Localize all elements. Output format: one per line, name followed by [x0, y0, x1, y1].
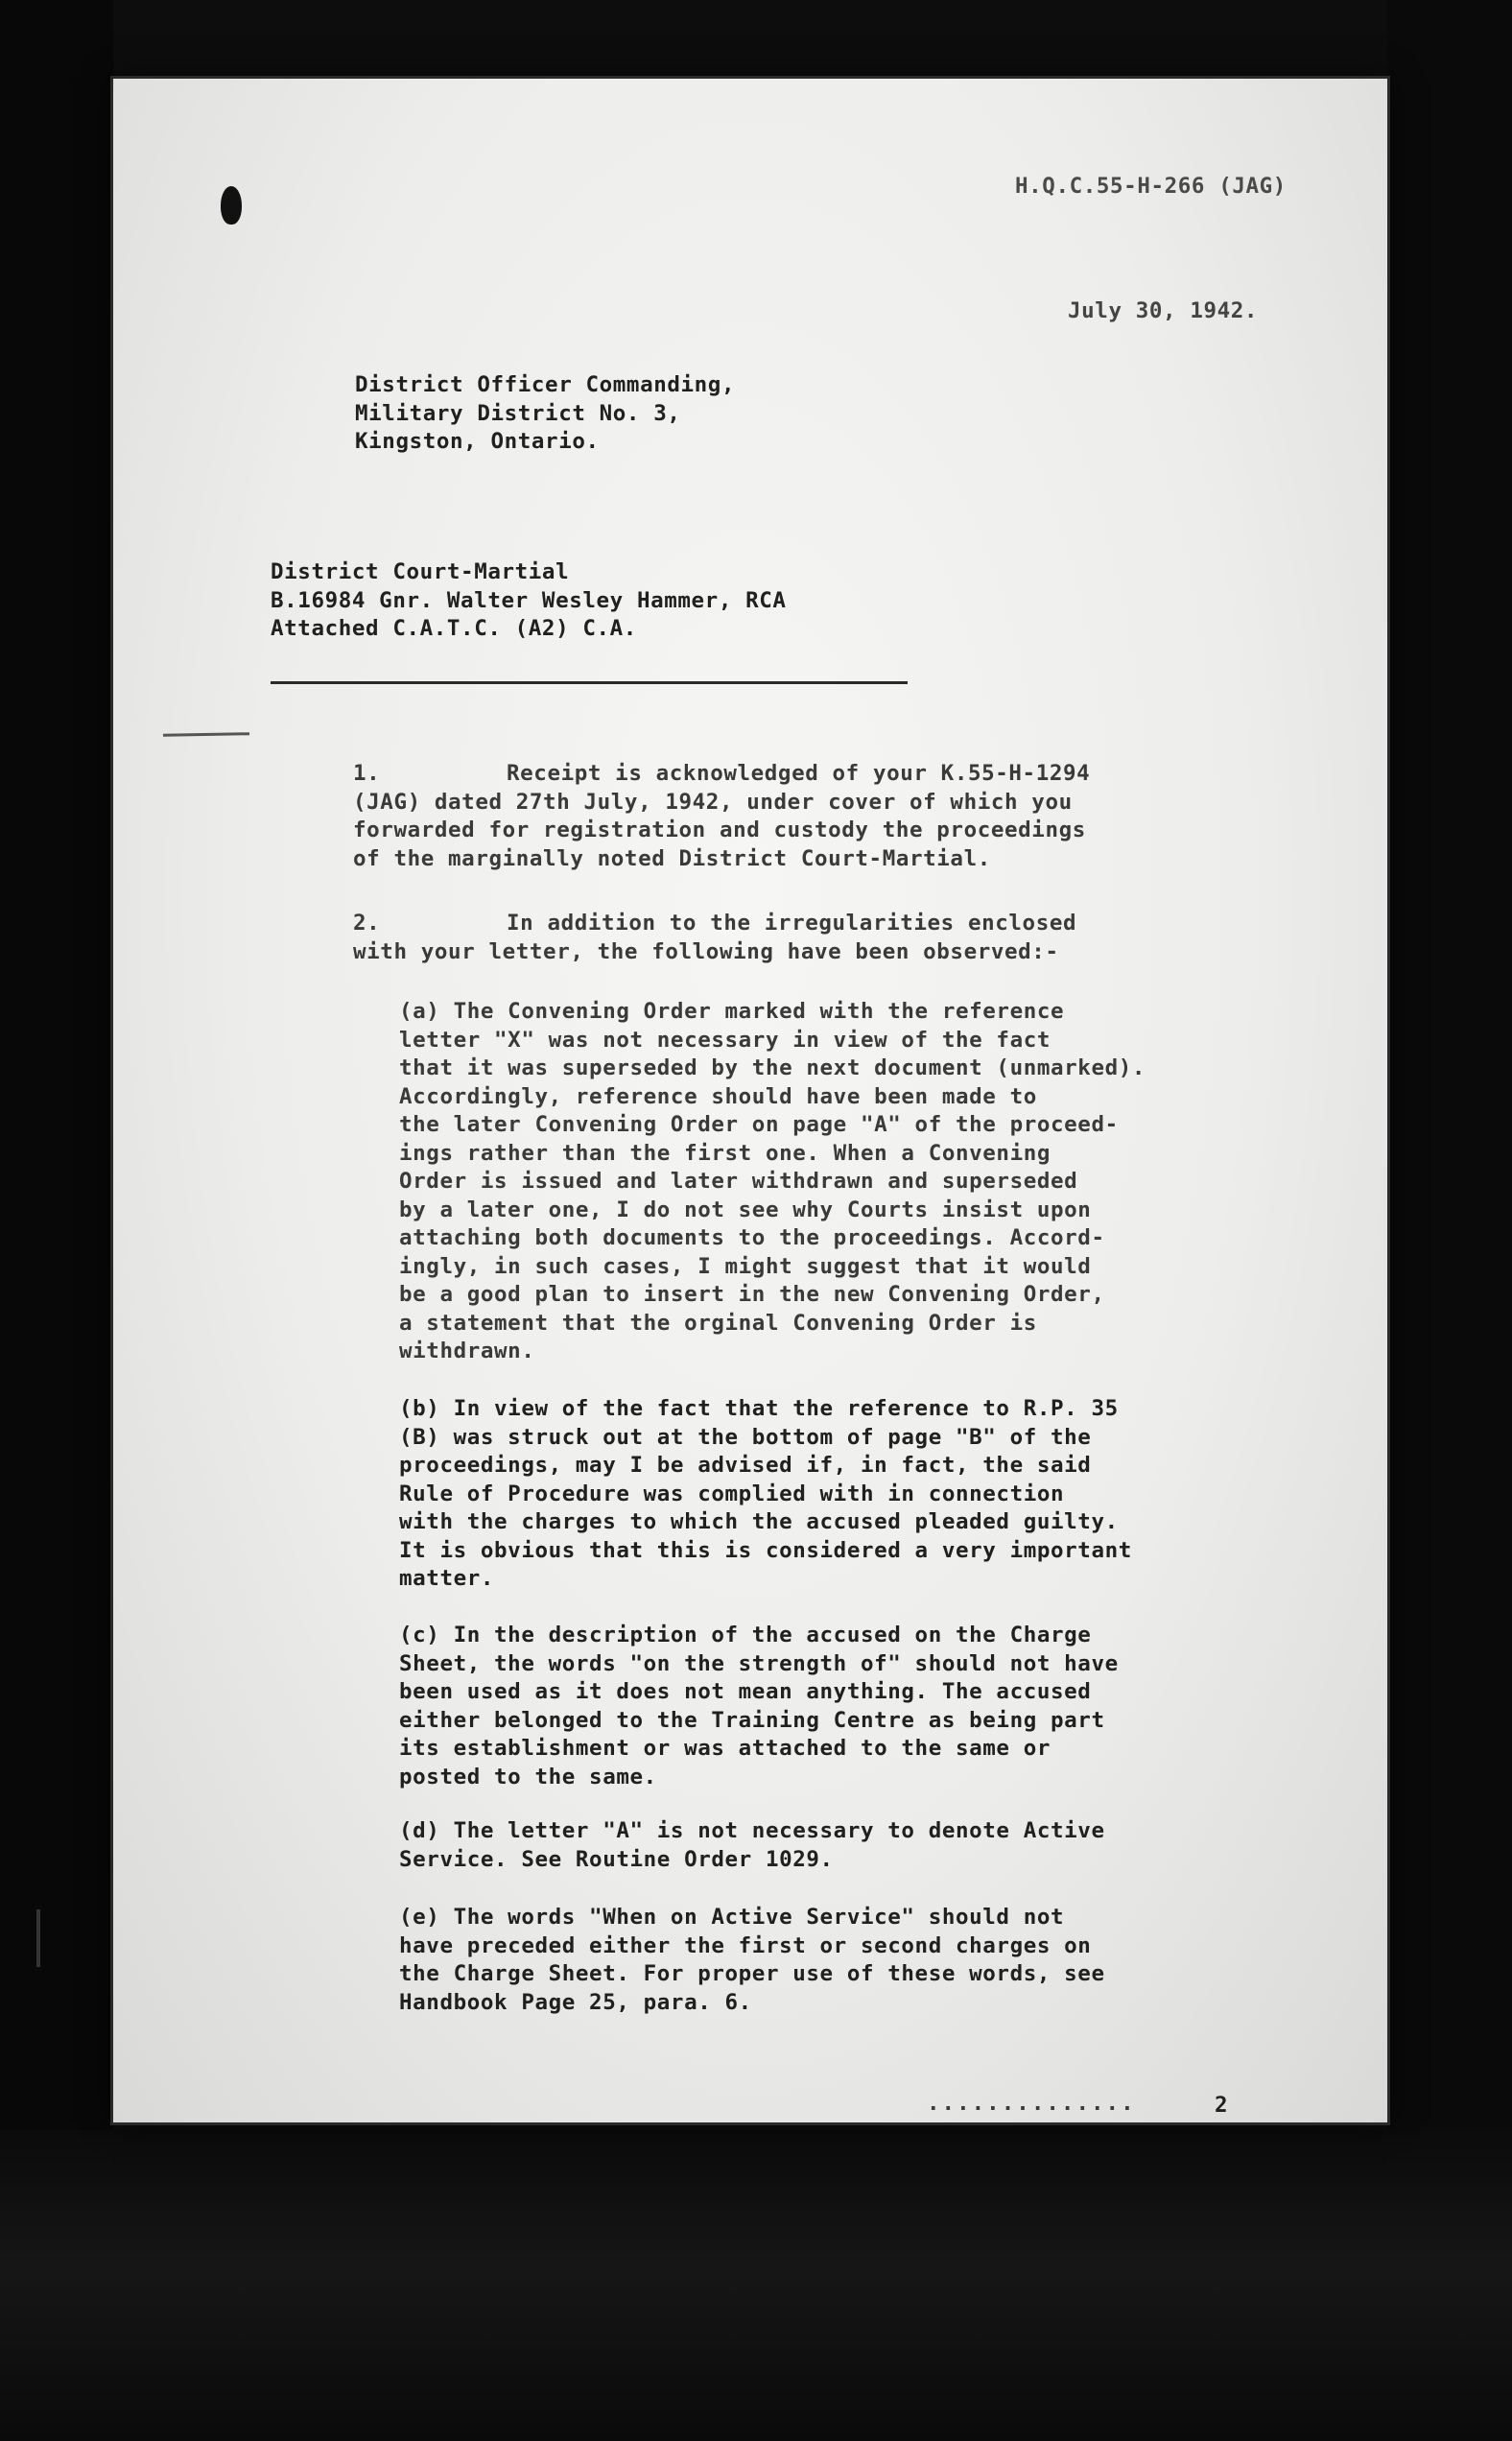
film-border-left — [0, 0, 113, 2441]
item-line: Rule of Procedure was complied with in connection — [399, 1481, 1065, 1506]
item-line: proceedings, may I be advised if, in fact, the said — [399, 1453, 1092, 1478]
paragraph-2 — [353, 910, 1076, 966]
punch-hole — [221, 186, 242, 225]
item-line: a statement that the orginal Convening Order is — [399, 1310, 1037, 1336]
film-border-bottom — [0, 2130, 1512, 2441]
paragraph-line: forwarded for registration and custody the proceedings — [353, 818, 1086, 842]
file-reference: H.Q.C.55-H-266 (JAG) — [1015, 174, 1287, 199]
item-line: matter. — [399, 1566, 495, 1591]
item-line: Accordingly, reference should have been made to — [399, 1083, 1037, 1109]
addressee-block — [355, 371, 735, 457]
item-line: (d) The letter "A" is not necessary to denote Active — [399, 1818, 1105, 1843]
addressee-line: Kingston, Ontario. — [355, 429, 600, 454]
item-line: It is obvious that this is considered a very important — [399, 1537, 1132, 1563]
subject-line: District Court-Martial — [271, 559, 570, 584]
film-border-right — [1387, 0, 1512, 2441]
film-scratch-mark — [36, 1909, 40, 1967]
item-line: ings rather than the first one. When a Convening — [399, 1140, 1051, 1166]
letter-date: July 30, 1942. — [1068, 298, 1259, 323]
item-line: Sheet, the words "on the strength of" should not have — [399, 1650, 1119, 1676]
paragraph-line: with your letter, the following have been observed:- — [353, 938, 1059, 964]
page-number: 2 — [1215, 2093, 1229, 2118]
item-e — [399, 1904, 1105, 2017]
paragraph-line: In addition to the irregularities enclosed — [507, 911, 1077, 936]
item-b — [399, 1395, 1132, 1594]
paragraph-line: (JAG) dated 27th July, 1942, under cover of which you — [353, 789, 1073, 815]
letter-page — [113, 79, 1387, 2122]
item-c — [399, 1622, 1119, 1791]
item-line: Order is issued and later withdrawn and superseded — [399, 1169, 1078, 1194]
item-line: (b) In view of the fact that the reference to R.P. 35 — [399, 1396, 1119, 1421]
paragraph-number: 1. — [353, 761, 381, 786]
item-line: been used as it does not mean anything. The accused — [399, 1679, 1092, 1704]
item-line: the Charge Sheet. For proper use of these words, see — [399, 1961, 1105, 1986]
item-line: ingly, in such cases, I might suggest that it would — [399, 1253, 1092, 1279]
item-line: Service. See Routine Order 1029. — [399, 1846, 834, 1872]
addressee-line: District Officer Commanding, — [355, 372, 736, 397]
paragraph-line: of the marginally noted District Court-Martial. — [353, 845, 991, 871]
subject-block — [271, 558, 787, 644]
item-line: withdrawn. — [399, 1339, 535, 1363]
item-d — [399, 1817, 1105, 1874]
item-line: with the charges to which the accused pleaded guilty. — [399, 1509, 1119, 1534]
item-line: attaching both documents to the proceedings. Accord- — [399, 1225, 1105, 1250]
item-line: its establishment or was attached to the same or — [399, 1736, 1051, 1761]
continuation-dots: .............. — [927, 2091, 1136, 2116]
subject-underline — [271, 681, 908, 684]
item-line: have preceded either the first or second charges on — [399, 1932, 1092, 1958]
subject-line: B.16984 Gnr. Walter Wesley Hammer, RCA — [271, 587, 787, 613]
addressee-line: Military District No. 3, — [355, 400, 681, 426]
item-line: letter "X" was not necessary in view of the fact — [399, 1027, 1051, 1053]
item-line: (e) The words "When on Active Service" should not — [399, 1905, 1065, 1930]
item-line: (c) In the description of the accused on the Charge — [399, 1623, 1092, 1647]
subject-line: Attached C.A.T.C. (A2) C.A. — [271, 616, 637, 641]
item-a — [399, 998, 1146, 1366]
paragraph-number: 2. — [353, 911, 381, 936]
item-line: the later Convening Order on page "A" of the proceed- — [399, 1112, 1119, 1137]
item-line: posted to the same. — [399, 1764, 657, 1789]
margin-pencil-mark — [163, 732, 249, 737]
item-line: (B) was struck out at the bottom of page "B" of the — [399, 1424, 1092, 1450]
item-line: Handbook Page 25, para. 6. — [399, 1989, 752, 2015]
paragraph-1 — [353, 760, 1090, 873]
item-line: be a good plan to insert in the new Convening Order, — [399, 1282, 1105, 1307]
paragraph-line: Receipt is acknowledged of your K.55-H-1294 — [507, 761, 1091, 786]
item-line: either belonged to the Training Centre as being part — [399, 1707, 1105, 1733]
item-line: by a later one, I do not see why Courts insist upon — [399, 1197, 1092, 1222]
item-line: (a) The Convening Order marked with the reference — [399, 999, 1065, 1024]
item-line: that it was superseded by the next document (unmarked). — [399, 1055, 1146, 1080]
